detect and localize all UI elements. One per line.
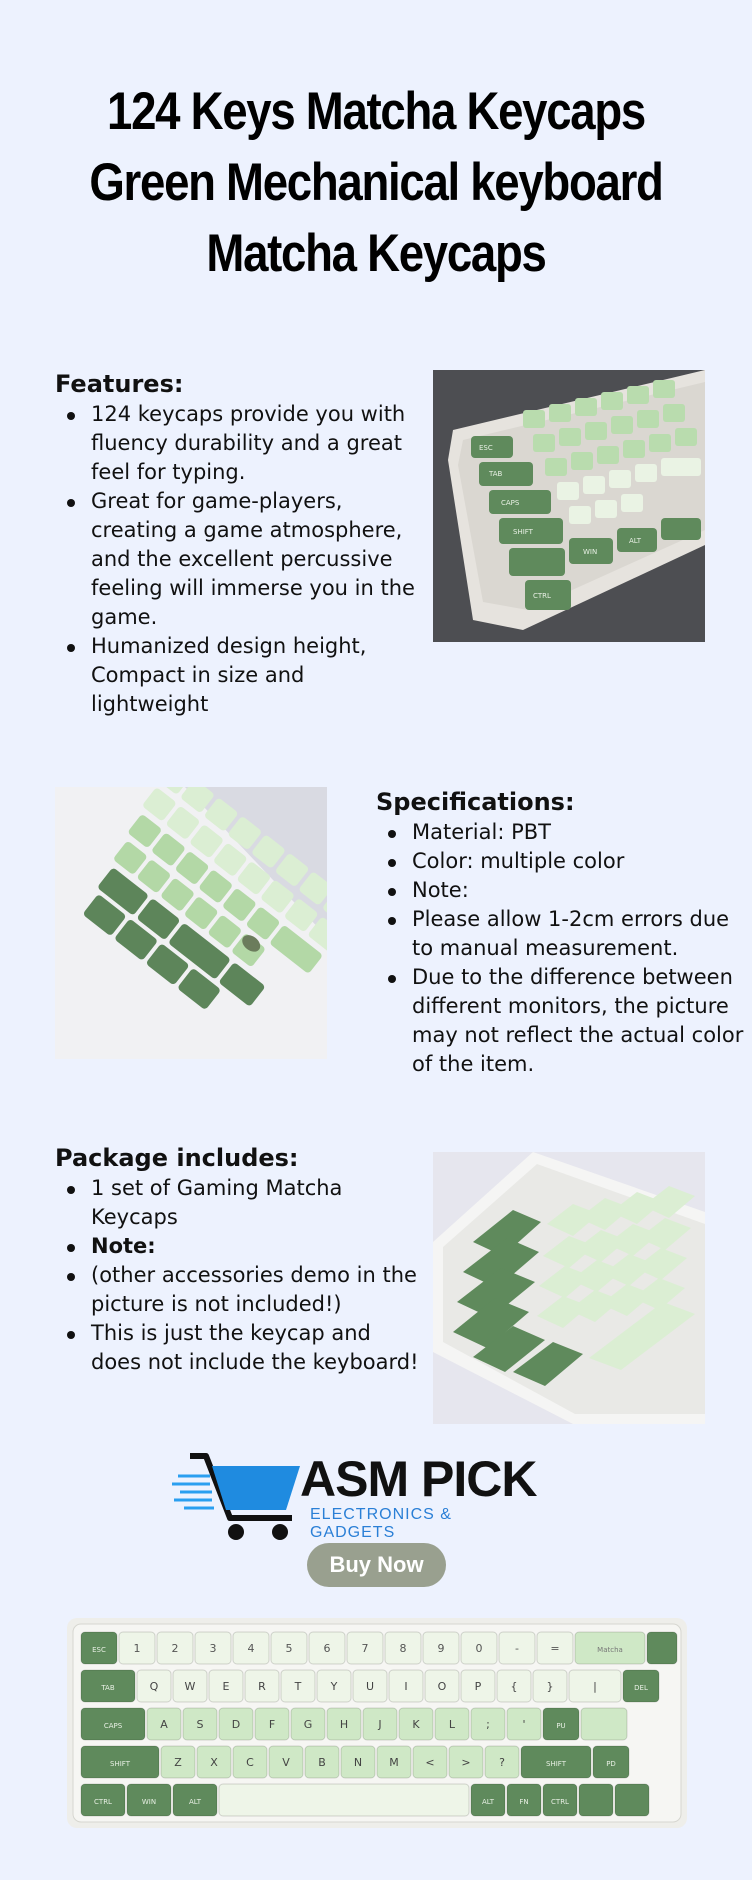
package-list xyxy=(55,1174,425,1377)
full-keyboard-photo xyxy=(67,1618,687,1828)
photo-label-esc: ESC xyxy=(479,444,493,452)
spec-item: Please allow 1-2cm errors due to manual measurement. xyxy=(376,905,746,963)
key xyxy=(593,1746,629,1778)
key xyxy=(413,1746,447,1778)
features-section xyxy=(55,368,425,719)
key-label: CTRL xyxy=(551,1798,569,1806)
key-label: L xyxy=(448,1718,456,1731)
key xyxy=(497,1670,531,1702)
key xyxy=(197,1746,231,1778)
shopping-cart-icon xyxy=(170,1448,310,1544)
key xyxy=(81,1708,145,1740)
key-label: ALT xyxy=(481,1798,495,1806)
key xyxy=(127,1784,171,1816)
key xyxy=(309,1632,345,1664)
key xyxy=(363,1708,397,1740)
key xyxy=(281,1670,315,1702)
key xyxy=(507,1708,541,1740)
spec-item: Material: PBT xyxy=(376,818,746,847)
key xyxy=(341,1746,375,1778)
key-label: N xyxy=(353,1756,363,1769)
key xyxy=(305,1746,339,1778)
features-list xyxy=(55,400,425,719)
key-label: 9 xyxy=(437,1642,445,1655)
key-label: PU xyxy=(556,1722,566,1730)
key xyxy=(147,1708,181,1740)
key-label: < xyxy=(425,1756,435,1769)
key-label: R xyxy=(258,1680,266,1693)
key-label: Z xyxy=(174,1756,182,1769)
key-label: Y xyxy=(330,1680,338,1693)
key xyxy=(81,1784,125,1816)
key xyxy=(507,1784,541,1816)
key-label: O xyxy=(437,1680,447,1693)
key-label: X xyxy=(210,1756,218,1769)
key xyxy=(245,1670,279,1702)
key-label: TAB xyxy=(101,1684,115,1692)
spec-item: Note: xyxy=(376,876,746,905)
key xyxy=(435,1708,469,1740)
key-label: G xyxy=(303,1718,313,1731)
photo-label-shift: SHIFT xyxy=(513,528,533,536)
spec-item: Color: multiple color xyxy=(376,847,746,876)
key xyxy=(575,1632,645,1664)
key-label: CTRL xyxy=(94,1798,112,1806)
key-label: 4 xyxy=(247,1642,255,1655)
key xyxy=(425,1670,459,1702)
key xyxy=(471,1708,505,1740)
key xyxy=(81,1670,135,1702)
key xyxy=(173,1670,207,1702)
key-label: } xyxy=(546,1680,554,1693)
key-label: 7 xyxy=(361,1642,369,1655)
key xyxy=(569,1670,621,1702)
photo-label-alt: ALT xyxy=(629,537,642,545)
features-heading: Features: xyxy=(55,370,184,398)
package-item: (other accessories demo in the picture is not included!) xyxy=(55,1261,425,1319)
key-label: 0 xyxy=(475,1642,483,1655)
brand-tagline: ELECTRONICS & GADGETS xyxy=(310,1506,452,1541)
feature-item: Humanized design height, Compact in size and lightweight xyxy=(55,632,425,719)
key-label: 2 xyxy=(171,1642,179,1655)
key-label: T xyxy=(294,1680,302,1693)
key-label: = xyxy=(550,1642,560,1655)
key-label: M xyxy=(389,1756,399,1769)
key-label: Matcha xyxy=(597,1646,623,1654)
buy-now-button[interactable]: Buy Now xyxy=(307,1543,446,1587)
key xyxy=(521,1746,591,1778)
key-label: 8 xyxy=(399,1642,407,1655)
feature-item: 124 keycaps provide you with fluency durability and a great feel for typing. xyxy=(55,400,425,487)
specifications-section xyxy=(376,786,746,1079)
key-label: SHIFT xyxy=(546,1760,566,1768)
key xyxy=(385,1632,421,1664)
feature-item: Great for game-players, creating a game atmosphere, and the excellent percussive feeling will immerse you in the game. xyxy=(55,487,425,632)
key xyxy=(623,1670,659,1702)
key-label: K xyxy=(412,1718,420,1731)
key xyxy=(399,1708,433,1740)
key-label: 5 xyxy=(285,1642,293,1655)
key xyxy=(647,1632,677,1664)
key xyxy=(579,1784,613,1816)
key xyxy=(81,1746,159,1778)
key-label: F xyxy=(268,1718,276,1731)
brand-logo xyxy=(170,1448,540,1544)
keyboard-corner-photo xyxy=(433,1152,705,1424)
key xyxy=(219,1708,253,1740)
key xyxy=(543,1708,579,1740)
key xyxy=(157,1632,193,1664)
key-label: - xyxy=(515,1642,519,1655)
key-label: PD xyxy=(606,1760,616,1768)
key xyxy=(269,1746,303,1778)
key xyxy=(543,1784,577,1816)
key-label: DEL xyxy=(634,1684,648,1692)
key-label: > xyxy=(461,1756,471,1769)
page-title: 124 Keys Matcha Keycaps Green Mechanical keyboard Matcha Keycaps xyxy=(89,82,663,283)
key xyxy=(119,1632,155,1664)
key xyxy=(195,1632,231,1664)
key xyxy=(233,1746,267,1778)
key-label: ? xyxy=(499,1756,505,1769)
key xyxy=(347,1632,383,1664)
spec-item: Due to the difference between different monitors, the picture may not reflect the actual color of the item. xyxy=(376,963,746,1079)
key-label: ESC xyxy=(92,1646,106,1654)
key-label: H xyxy=(339,1718,349,1731)
key-label: C xyxy=(246,1756,254,1769)
key-label: J xyxy=(378,1718,382,1731)
photo-label-caps: CAPS xyxy=(501,499,520,507)
key xyxy=(581,1708,627,1740)
specifications-list xyxy=(376,818,746,1079)
key xyxy=(291,1708,325,1740)
brand-name: ASM PICK xyxy=(300,1451,537,1507)
key-label: W xyxy=(184,1680,196,1693)
key xyxy=(209,1670,243,1702)
key xyxy=(471,1784,505,1816)
key-label: A xyxy=(160,1718,168,1731)
key xyxy=(183,1708,217,1740)
key xyxy=(533,1670,567,1702)
key xyxy=(255,1708,289,1740)
key xyxy=(233,1632,269,1664)
key-label: U xyxy=(365,1680,375,1693)
key-label: B xyxy=(318,1756,326,1769)
key-label: I xyxy=(404,1680,408,1693)
key-label: P xyxy=(474,1680,482,1693)
key-label: ' xyxy=(522,1718,526,1731)
key xyxy=(317,1670,351,1702)
key xyxy=(389,1670,423,1702)
spacebar xyxy=(219,1784,469,1816)
key-label: FN xyxy=(519,1798,529,1806)
key xyxy=(377,1746,411,1778)
keyboard-photo-angled xyxy=(433,370,705,642)
key xyxy=(461,1632,497,1664)
package-section xyxy=(55,1142,425,1377)
photo-label-tab: TAB xyxy=(489,470,503,478)
key xyxy=(499,1632,535,1664)
key-label: CAPS xyxy=(103,1722,123,1730)
key-label: WIN xyxy=(141,1798,157,1806)
key-label: E xyxy=(222,1680,230,1693)
key-label: 3 xyxy=(209,1642,217,1655)
key xyxy=(615,1784,649,1816)
photo-label-win: WIN xyxy=(583,548,598,556)
key xyxy=(537,1632,573,1664)
key-label: ; xyxy=(486,1718,490,1731)
specifications-heading: Specifications: xyxy=(376,788,575,816)
key-label: ALT xyxy=(188,1798,202,1806)
key xyxy=(173,1784,217,1816)
keycaps-closeup-photo xyxy=(55,787,327,1059)
key xyxy=(449,1746,483,1778)
key xyxy=(161,1746,195,1778)
key xyxy=(327,1708,361,1740)
package-heading: Package includes: xyxy=(55,1144,299,1172)
key-label: S xyxy=(196,1718,204,1731)
key-label: { xyxy=(510,1680,518,1693)
key xyxy=(423,1632,459,1664)
key xyxy=(485,1746,519,1778)
key xyxy=(461,1670,495,1702)
key-label: V xyxy=(282,1756,290,1769)
key xyxy=(271,1632,307,1664)
key xyxy=(81,1632,117,1664)
key-label: 1 xyxy=(133,1642,141,1655)
package-item: 1 set of Gaming Matcha Keycaps xyxy=(55,1174,425,1232)
package-item: This is just the keycap and does not include the keyboard! xyxy=(55,1319,425,1377)
key-label: D xyxy=(231,1718,241,1731)
key-label: Q xyxy=(149,1680,159,1693)
key xyxy=(353,1670,387,1702)
key-label: SHIFT xyxy=(110,1760,130,1768)
package-note: Note: xyxy=(55,1232,425,1261)
photo-label-ctrl: CTRL xyxy=(533,592,551,600)
key-label: 6 xyxy=(323,1642,331,1655)
key xyxy=(137,1670,171,1702)
key-label: | xyxy=(593,1680,597,1693)
